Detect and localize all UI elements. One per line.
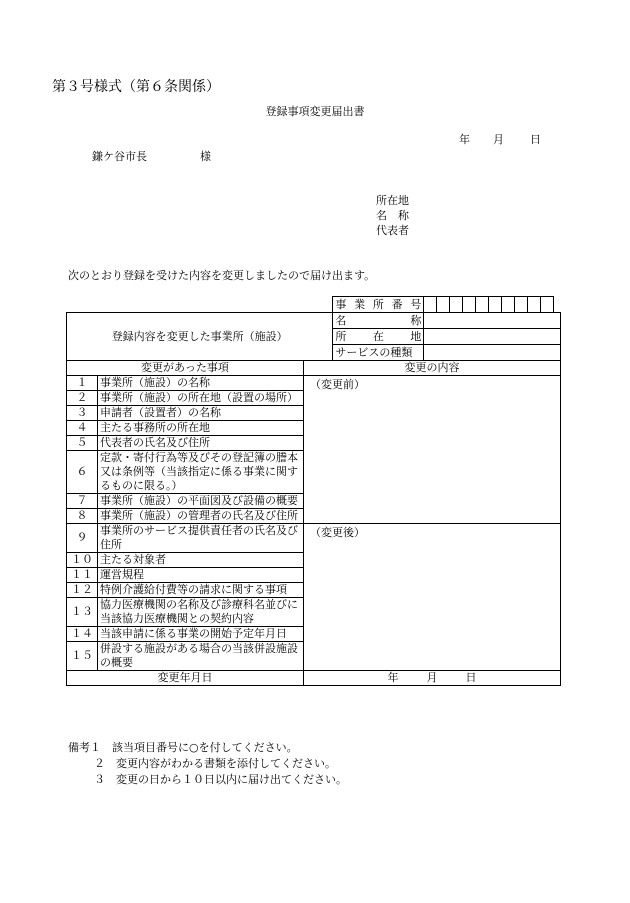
item-number[interactable]: １３ xyxy=(67,598,98,627)
office-number-digit[interactable] xyxy=(489,297,502,313)
item-number[interactable]: ７ xyxy=(67,494,98,509)
item-number[interactable]: ２ xyxy=(67,391,98,406)
remark-line: ２ 変更内容がわかる書類を添付してください。 xyxy=(94,757,336,770)
item-label: 申請者（設置者）の名称 xyxy=(98,406,304,421)
applicant-address-label: 所在地 xyxy=(376,194,409,207)
date-line xyxy=(459,131,541,147)
item-number[interactable]: ５ xyxy=(67,436,98,451)
item-label: 事業所（施設）の所在地（設置の場所） xyxy=(98,391,304,406)
office-number-label: 事業所番号 xyxy=(333,297,424,313)
content-before[interactable] xyxy=(304,376,561,524)
change-date-day: 日 xyxy=(465,671,477,684)
item-label: 協力医療機関の名称及び診療科名並びに当該協力医療機関との契約内容 xyxy=(98,598,304,627)
item-label: 事業所のサービス提供責任者の氏名及び住所 xyxy=(98,524,304,553)
item-number[interactable]: ４ xyxy=(67,421,98,436)
change-date-month: 月 xyxy=(426,671,438,684)
office-number-digit[interactable] xyxy=(450,297,463,313)
item-number[interactable]: １０ xyxy=(67,553,98,568)
date-year: 年 xyxy=(459,133,470,146)
office-name-field[interactable] xyxy=(424,313,561,329)
item-number[interactable]: １２ xyxy=(67,583,98,598)
item-label: 代表者の氏名及び住所 xyxy=(98,436,304,451)
remark-line: 備考１ 該当項目番号に○を付してください。 xyxy=(68,741,298,754)
item-label: 主たる対象者 xyxy=(98,553,304,568)
item-label: 事業所（施設）の名称 xyxy=(98,376,304,391)
intro-text: 次のとおり登録を受けた内容を変更しましたので届け出ます。 xyxy=(68,269,376,282)
addressee-name: 鎌ケ谷市長 xyxy=(92,150,147,163)
office-number-digit[interactable] xyxy=(541,297,554,313)
item-label: 事業所（施設）の平面図及び設備の概要 xyxy=(98,494,304,509)
remarks xyxy=(68,740,347,788)
item-number[interactable]: ９ xyxy=(67,524,98,553)
item-label: 特例介護給付費等の請求に関する事項 xyxy=(98,583,304,598)
date-month: 月 xyxy=(493,133,504,146)
office-address-label: 所在地 xyxy=(333,329,424,345)
office-info-table xyxy=(66,296,561,361)
item-label: 事業所（施設）の管理者の氏名及び住所 xyxy=(98,509,304,524)
addressee xyxy=(92,148,211,164)
before-label: （変更前） xyxy=(310,378,365,391)
applicant-representative-label: 代表者 xyxy=(376,224,409,237)
item-number[interactable]: ３ xyxy=(67,406,98,421)
change-date-field[interactable] xyxy=(304,671,561,686)
change-date-year: 年 xyxy=(387,671,399,684)
item-number[interactable]: １５ xyxy=(67,642,98,671)
item-number[interactable]: １４ xyxy=(67,627,98,642)
after-label: （変更後） xyxy=(310,526,365,539)
addressee-honorific: 様 xyxy=(200,150,211,163)
office-number-digit[interactable] xyxy=(515,297,528,313)
changed-office-label: 登録内容を変更した事業所（施設） xyxy=(67,313,333,361)
item-number[interactable]: １１ xyxy=(67,568,98,583)
change-items-table xyxy=(66,360,561,686)
office-name-label: 名称 xyxy=(333,313,424,329)
office-number-digit[interactable] xyxy=(437,297,450,313)
form-title: 第３号様式（第６条関係） xyxy=(52,79,220,95)
applicant-name-label: 名 称 xyxy=(376,209,409,222)
office-number-digit[interactable] xyxy=(463,297,476,313)
item-number[interactable]: １ xyxy=(67,376,98,391)
content-header: 変更の内容 xyxy=(304,361,561,376)
item-label: 主たる事務所の所在地 xyxy=(98,421,304,436)
service-type-field[interactable] xyxy=(424,345,561,361)
item-label: 運営規程 xyxy=(98,568,304,583)
item-label: 併設する施設がある場合の当該併設施設の概要 xyxy=(98,642,304,671)
applicant-block xyxy=(376,193,409,238)
item-number[interactable]: ８ xyxy=(67,509,98,524)
change-date-label: 変更年月日 xyxy=(67,671,304,686)
remark-line: ３ 変更の日から１０日以内に届け出てください。 xyxy=(94,773,347,786)
document-title: 登録事項変更届出書 xyxy=(265,105,365,118)
office-address-field[interactable] xyxy=(424,329,561,345)
item-number[interactable]: ６ xyxy=(67,451,98,494)
item-label: 当該申請に係る事業の開始予定年月日 xyxy=(98,627,304,642)
content-after[interactable] xyxy=(304,524,561,671)
items-header: 変更があった事項 xyxy=(67,361,304,376)
office-number-digit[interactable] xyxy=(424,297,437,313)
office-number-digit[interactable] xyxy=(528,297,541,313)
date-day: 日 xyxy=(530,133,541,146)
service-type-label: サービスの種類 xyxy=(333,345,424,361)
item-label: 定款・寄付行為等及びその登記簿の謄本又は条例等（当該指定に係る事業に関するものに限る。） xyxy=(98,451,304,494)
office-number-digit[interactable] xyxy=(502,297,515,313)
office-number-digit[interactable] xyxy=(476,297,489,313)
